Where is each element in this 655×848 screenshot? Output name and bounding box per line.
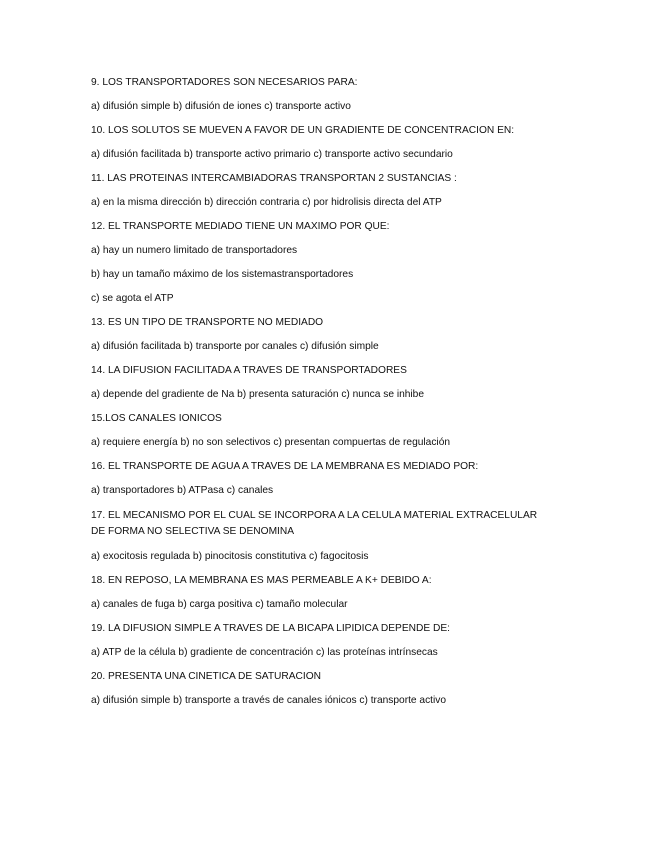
question-15: 15.LOS CANALES IONICOS <box>91 413 222 424</box>
question-14: 14. LA DIFUSION FACILITADA A TRAVES DE TRANSPORTADORES <box>91 365 407 376</box>
question-11: 11. LAS PROTEINAS INTERCAMBIADORAS TRANSPORTAN 2 SUSTANCIAS : <box>91 173 457 184</box>
answer-options-19: a) ATP de la célula b) gradiente de concentración c) las proteínas intrínsecas <box>91 647 438 658</box>
answer-options-11: a) en la misma dirección b) dirección contraria c) por hidrolisis directa del ATP <box>91 197 442 208</box>
answer-options-10: a) difusión facilitada b) transporte activo primario c) transporte activo secundario <box>91 149 453 160</box>
answer-options-13: a) difusión facilitada b) transporte por canales c) difusión simple <box>91 341 379 352</box>
question-19: 19. LA DIFUSION SIMPLE A TRAVES DE LA BICAPA LIPIDICA DEPENDE DE: <box>91 623 450 634</box>
question-9: 9. LOS TRANSPORTADORES SON NECESARIOS PARA: <box>91 77 358 88</box>
question-18: 18. EN REPOSO, LA MEMBRANA ES MAS PERMEABLE A K+ DEBIDO A: <box>91 575 432 586</box>
answer-option-12c: c) se agota el ATP <box>91 293 174 304</box>
question-10: 10. LOS SOLUTOS SE MUEVEN A FAVOR DE UN GRADIENTE DE CONCENTRACION EN: <box>91 125 515 136</box>
question-16: 16. EL TRANSPORTE DE AGUA A TRAVES DE LA MEMBRANA ES MEDIADO POR: <box>91 461 479 472</box>
answer-options-9: a) difusión simple b) difusión de iones c) transporte activo <box>91 101 351 112</box>
answer-options-16: a) transportadores b) ATPasa c) canales <box>91 485 274 496</box>
answer-options-15: a) requiere energía b) no son selectivos c) presentan compuertas de regulación <box>91 437 451 448</box>
question-17: 17. EL MECANISMO POR EL CUAL SE INCORPORA A LA CELULA MATERIAL EXTRACELULAR DE FORMA NO SELECTIVA SE DENOMINA <box>91 510 538 537</box>
answer-options-17: a) exocitosis regulada b) pinocitosis constitutiva c) fagocitosis <box>91 551 369 562</box>
question-13: 13. ES UN TIPO DE TRANSPORTE NO MEDIADO <box>91 317 324 328</box>
answer-options-18: a) canales de fuga b) carga positiva c) tamaño molecular <box>91 599 348 610</box>
answer-option-12a: a) hay un numero limitado de transportadores <box>91 245 298 256</box>
answer-options-20: a) difusión simple b) transporte a través de canales iónicos c) transporte activo <box>91 695 447 706</box>
answer-options-14: a) depende del gradiente de Na b) presenta saturación c) nunca se inhibe <box>91 389 425 400</box>
question-12: 12. EL TRANSPORTE MEDIADO TIENE UN MAXIMO POR QUE: <box>91 221 390 232</box>
questions-list <box>91 76 561 718</box>
question-20: 20. PRESENTA UNA CINETICA DE SATURACION <box>91 671 322 682</box>
answer-option-12b: b) hay un tamaño máximo de los sistemastransportadores <box>91 269 354 280</box>
